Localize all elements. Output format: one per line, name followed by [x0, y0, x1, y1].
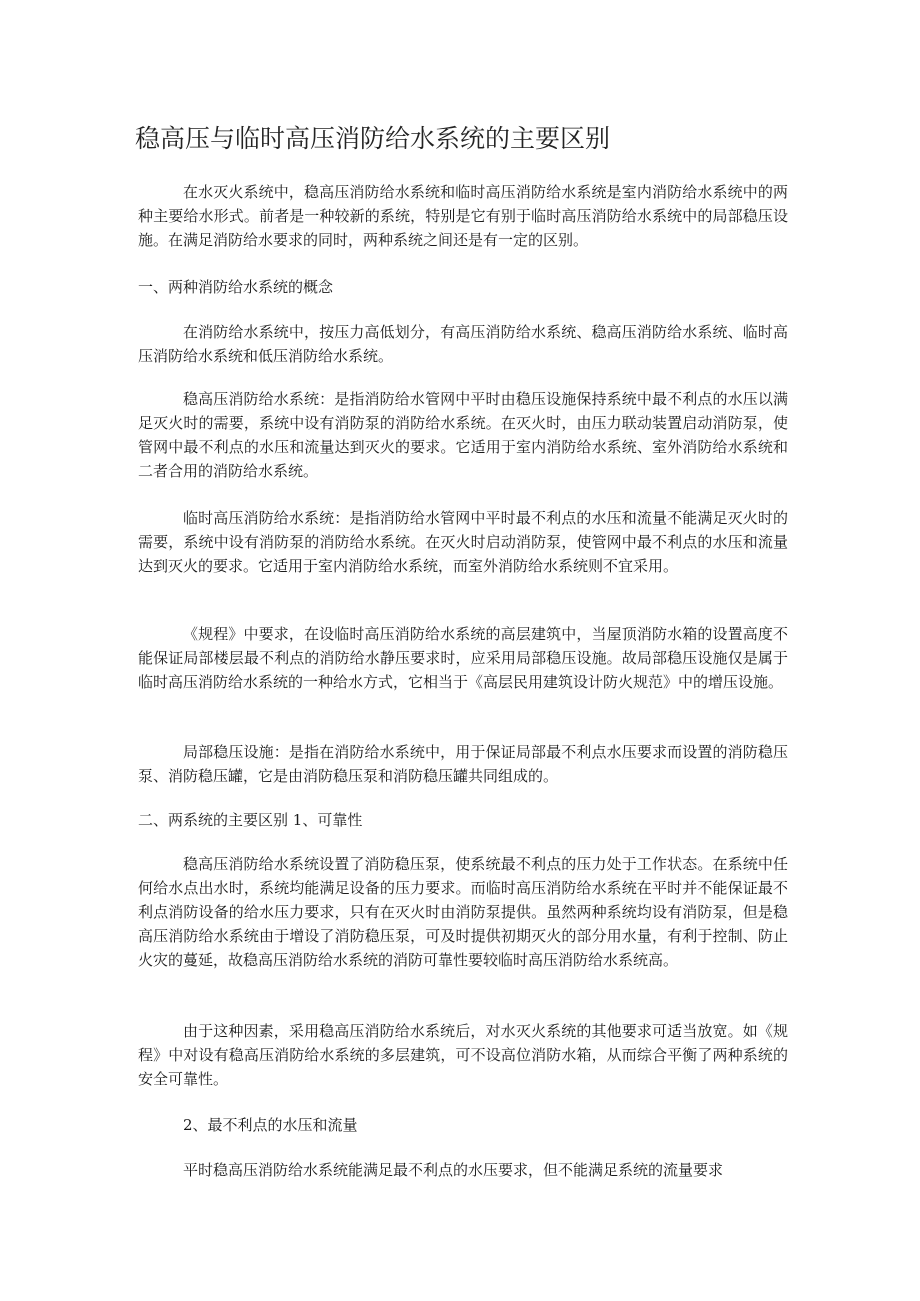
section-2-heading: 二、两系统的主要区别 1、可靠性 — [138, 811, 363, 829]
section-1-paragraph-2: 稳高压消防给水系统：是指消防给水管网中平时由稳压设施保持系统中最不利点的水压以满足灭火时的需要，系统中设有消防泵的消防给水系统。在灭火时，由压力联动装置启动消防泵，使管网中最不利点的水压和流量达到灭火的要求。它适用于室内消防给水系统、室外消防给水系统和二者合用的消防给水系统。 — [138, 390, 788, 480]
document-title: 稳高压与临时高压消防给水系统的主要区别 — [135, 124, 611, 153]
section-2-paragraph-2: 由于这种因素，采用稳高压消防给水系统后，对水灭火系统的其他要求可适当放宽。如《规程》中对设有稳高压消防给水系统的多层建筑，可不设高位消防水箱，从而综合平衡了两种系统的安全可靠性。 — [138, 1022, 788, 1088]
section-1-paragraph-1: 在消防给水系统中，按压力高低划分，有高压消防给水系统、稳高压消防给水系统、临时高压消防给水系统和低压消防给水系统。 — [138, 323, 788, 365]
section-1-heading: 一、两种消防给水系统的概念 — [138, 278, 334, 296]
section-1-paragraph-3: 临时高压消防给水系统：是指消防给水管网中平时最不利点的水压和流量不能满足灭火时的需要，系统中设有消防泵的消防给水系统。在灭火时启动消防泵，使管网中最不利点的水压和流量达到灭火的要求。它适用于室内消防给水系统，而室外消防给水系统则不宜采用。 — [138, 509, 788, 575]
section-1-paragraph-4: 《规程》中要求，在设临时高压消防给水系统的高层建筑中，当屋顶消防水箱的设置高度不能保证局部楼层最不利点的消防给水静压要求时，应采用局部稳压设施。故局部稳压设施仅是属于临时高压消防给水系统的一种给水方式，它相当于《高层民用建筑设计防火规范》中的增压设施。 — [138, 625, 788, 691]
section-1-paragraph-5: 局部稳压设施：是指在消防给水系统中，用于保证局部最不利点水压要求而设置的消防稳压泵、消防稳压罐，它是由消防稳压泵和消防稳压罐共同组成的。 — [138, 743, 788, 785]
section-2-subheading: 2、最不利点的水压和流量 — [183, 1116, 358, 1134]
section-2-paragraph-3: 平时稳高压消防给水系统能满足最不利点的水压要求，但不能满足系统的流量要求 — [183, 1161, 724, 1179]
intro-paragraph: 在水灭火系统中，稳高压消防给水系统和临时高压消防给水系统是室内消防给水系统中的两种主要给水形式。前者是一种较新的系统，特别是它有别于临时高压消防给水系统中的局部稳压设施。在满足消防给水要求的同时，两种系统之间还是有一定的区别。 — [138, 183, 788, 249]
section-2-paragraph-1: 稳高压消防给水系统设置了消防稳压泵，使系统最不利点的压力处于工作状态。在系统中任何给水点出水时，系统均能满足设备的压力要求。而临时高压消防给水系统在平时并不能保证最不利点消防设备的给水压力要求，只有在灭火时由消防泵提供。虽然两种系统均设有消防泵，但是稳高压消防给水系统由于增设了消防稳压泵，可及时提供初期灭火的部分用水量，有利于控制、防止火灾的蔓延，故稳高压消防给水系统的消防可靠性要较临时高压消防给水系统高。 — [138, 855, 788, 969]
